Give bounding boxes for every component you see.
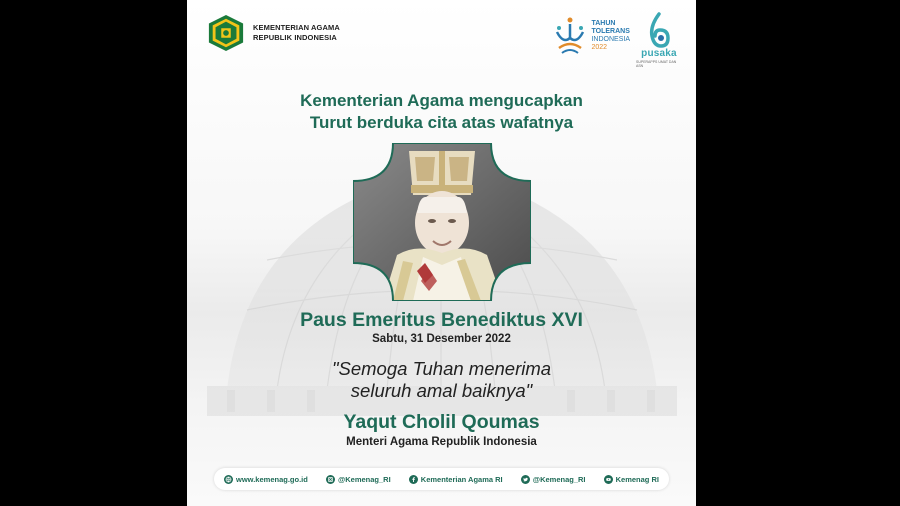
website-link[interactable] — [224, 475, 308, 484]
twitter-label: @Kemenag_RI — [532, 474, 586, 484]
tahun-toleransi-icon — [553, 16, 587, 56]
pope-portrait-image — [353, 143, 531, 301]
twitter-link[interactable] — [521, 475, 586, 484]
ministry-name-line1: KEMENTERIAN AGAMA — [253, 23, 340, 32]
website-label: www.kemenag.go.id — [236, 474, 308, 484]
heading-line2: Turut berduka cita atas wafatnya — [309, 113, 574, 132]
heading-line1: Kementerian Agama mengucapkan — [300, 91, 583, 110]
condolence-heading — [187, 90, 696, 134]
tahun-line3: INDONESIA — [591, 36, 630, 43]
youtube-link[interactable] — [604, 475, 659, 484]
portrait-frame — [353, 143, 531, 301]
kemenag-emblem-icon — [207, 14, 245, 52]
tahun-line1: TAHUN — [591, 20, 616, 27]
youtube-icon — [604, 475, 613, 484]
youtube-label: Kemenag RI — [615, 474, 659, 484]
deceased-name: Paus Emeritus Benediktus XVI — [300, 309, 583, 331]
instagram-icon — [326, 475, 335, 484]
tahun-line2: TOLERANS — [591, 28, 630, 35]
prayer-quote — [187, 358, 696, 402]
signer-title: Menteri Agama Republik Indonesia — [346, 436, 537, 448]
globe-icon — [224, 475, 233, 484]
social-footer-bar — [214, 468, 669, 490]
facebook-icon — [409, 475, 418, 484]
ministry-name-line2: REPUBLIK INDONESIA — [253, 33, 337, 42]
death-date: Sabtu, 31 Desember 2022 — [372, 333, 511, 345]
pusaka-word: pusaka — [641, 48, 677, 59]
tahun-line4: 2022 — [591, 44, 608, 51]
quote-line2: seluruh amal baiknya" — [350, 380, 533, 401]
quote-line1: "Semoga Tuhan menerima — [331, 358, 552, 379]
tahun-toleransi-logo — [553, 16, 630, 56]
pusaka-logo — [636, 12, 682, 68]
instagram-link[interactable] — [326, 475, 391, 484]
facebook-label: Kementerian Agama RI — [420, 474, 503, 484]
facebook-link[interactable] — [409, 475, 503, 484]
pusaka-icon — [646, 12, 672, 50]
pusaka-subtitle: SUPERAPPS UMAT DAN ASN — [636, 60, 677, 68]
ministry-logo — [207, 14, 340, 52]
twitter-icon — [521, 475, 530, 484]
condolence-card — [187, 0, 696, 506]
signer-name: Yaqut Cholil Qoumas — [343, 411, 540, 433]
instagram-label: @Kemenag_RI — [337, 474, 391, 484]
